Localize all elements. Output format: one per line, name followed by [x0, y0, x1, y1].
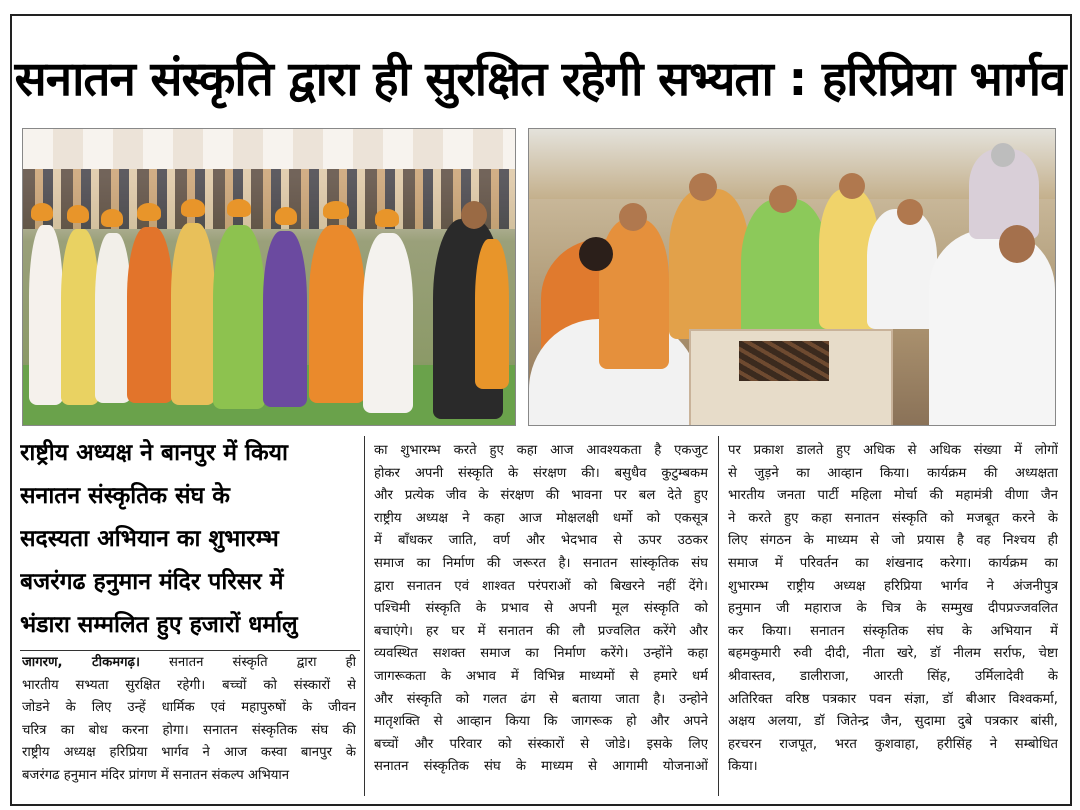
body-line: भारतीय जनता पार्टी महिला मोर्चा की महामंत्री वीणा जैन — [728, 488, 1058, 504]
body-line: राष्ट्रीय अध्यक्ष हरिप्रिया भार्गव ने आज कस्वा बानपुर के — [22, 745, 356, 761]
body-line: सनातन संस्कृतिक संघ के माध्यम से आगामी योजनाओं — [374, 759, 708, 775]
body-line: श्रीवास्तव, डालीराजा, आरती सिंह, उर्मिलादेवी के — [728, 668, 1058, 684]
body-line: सनातन संस्कृति द्वारा ही — [169, 655, 356, 670]
body-line: लिए संगठन के माध्यम से जो प्रयास है वह निश्चय ही — [728, 533, 1058, 549]
body-line: व्यवस्थित सशक्त समाज का निर्माण करेंगे। उन्होंने कहा — [374, 646, 708, 662]
subhead-divider — [20, 650, 360, 651]
body-line: बजरंगढ हनुमान मंदिर प्रांगण में सनातन संकल्प अभियान — [22, 767, 290, 783]
body-line: कर किया। सनातन संस्कृतिक संघ के अभियान में — [728, 623, 1058, 639]
dateline: जागरण, टीकमगढ़। — [22, 655, 140, 670]
group-photo — [22, 128, 516, 426]
body-line: और संस्कृति को गलत ढंग से बताया जाता है। उन्होने — [374, 691, 708, 707]
body-line: किया। — [728, 759, 758, 775]
body-line: में बाँधकर जाति, वर्ण और भेदभाव से ऊपर उठकर — [374, 533, 708, 549]
article-column-2 — [374, 440, 708, 779]
sub-headline — [20, 432, 355, 650]
body-line: जोडने के लिए उन्हें धार्मिक एवं महापुरुषों के जीवन — [22, 700, 356, 716]
body-line: बच्चों और परिवार को संस्कारों से जोडे। इसके लिए — [374, 736, 708, 752]
column-divider — [364, 436, 365, 796]
body-line: जागरूकता के अभाव में विभिन्न माध्यमों से हमारे धर्म — [374, 668, 708, 684]
body-line: भारतीय सभ्यता सुरक्षित रहेगी। बच्चों को संस्कारों से — [22, 677, 356, 693]
body-line: पर प्रकाश डालते हुए अधिक से अधिक संख्या में लोगों — [728, 443, 1058, 458]
body-line: से जुड़ने का आव्हान किया। कार्यक्रम की अध्यक्षता — [728, 465, 1058, 481]
havan-photo — [528, 128, 1056, 426]
body-line: समाज में परिवर्तन का शंखनाद करेगा। कार्यक्रम का — [728, 555, 1058, 571]
article-column-3 — [728, 440, 1058, 779]
sub-headline-line: राष्ट्रीय अध्यक्ष ने बानपुर में किया — [20, 440, 288, 466]
body-line: बहमकुमारी रुवी दीदी, नीता खरे, डॉ नीलम सर्राफ, चेष्टा — [728, 646, 1058, 662]
article-column-1 — [22, 652, 356, 788]
sub-headline-line: बजरंगढ हनुमान मंदिर परिसर में — [20, 569, 284, 595]
body-line: अतिरिक्त वरिष्ठ पत्रकार पवन संज्ञा, डॉ बीआर विश्वकर्मा, — [728, 691, 1058, 707]
body-line: और प्रत्येक जीव के संरक्षण की भावना पर बल देते हुए — [374, 488, 708, 504]
headline: सनातन संस्कृति द्वारा ही सुरक्षित रहेगी सभ्यता : हरिप्रिया भार्गव — [14, 52, 1066, 107]
body-line: द्वारा सनातन एवं शाश्वत परंपराओं को बिखरने नहीं देंगे। — [374, 578, 708, 594]
body-line: का शुभारम्भ करते हुए कहा आज आवश्यकता है एकजुट — [374, 443, 708, 458]
body-line: राष्ट्रीय अध्यक्ष ने कहा आज मोक्षलक्षी धर्मो को एकसूत्र — [374, 510, 708, 526]
body-line: चरित्र का बोध करना होगा। सनातन संस्कृतिक संघ की — [22, 722, 356, 738]
sub-headline-line: सदस्यता अभियान का शुभारम्भ — [20, 526, 279, 552]
body-line: अक्षय अलया, डॉ जितेन्द्र जैन, सुदामा दुबे पत्रकार बांसी, — [728, 714, 1058, 730]
body-line: हनुमान जी महाराज के चित्र के सम्मुख दीपप्रज्जवलित — [728, 601, 1058, 617]
sub-headline-line: सनातन संस्कृतिक संघ के — [20, 483, 230, 509]
sub-headline-line: भंडारा सम्मलित हुए हजारों धर्मालु — [20, 612, 298, 638]
body-line: होकर अपनी संस्कृति के संरक्षण की। बसुधैव कुटुम्बकम — [374, 465, 708, 481]
body-line: पश्चिमी संस्कृति के प्रभाव से अपनी मूल संस्कृति को — [374, 601, 708, 617]
body-line: हरचरन राजपूत, भरत कुशवाहा, हरीसिंह ने सम्बोधित — [728, 736, 1058, 752]
body-line: समाज का निर्माण की जरूरत है। सनातन सांस्कृतिक संघ — [374, 555, 708, 571]
body-line: बचाएंगे। हर घर में सनातन की लौ प्रज्वलित करेंगे और — [374, 623, 708, 639]
body-line: ने करते हुए कहा सनातन संस्कृति को मजबूत करने के — [728, 510, 1058, 526]
body-line: मातृशक्ति से आव्हान किया कि जागरूक हो और अपने — [374, 714, 708, 730]
body-line: शुभारम्भ राष्ट्रीय अध्यक्ष हरिप्रिया भार्गव ने अंजनीपुत्र — [728, 578, 1058, 594]
column-divider — [718, 436, 719, 796]
